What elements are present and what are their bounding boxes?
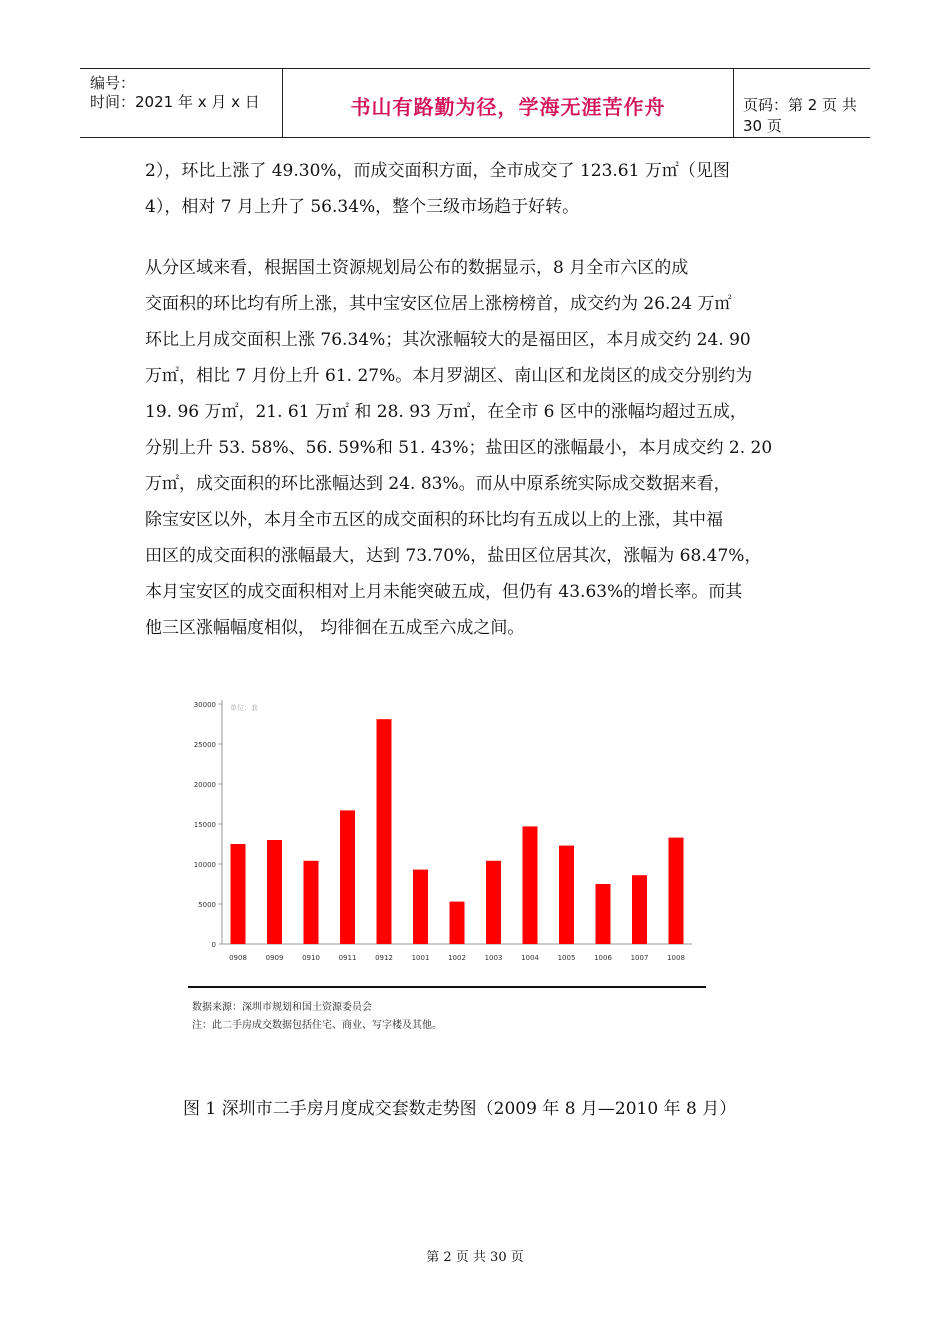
- text-line: 万㎡，成交面积的环比涨幅达到 24. 83%。而从中原系统实际成交数据来看，: [145, 474, 731, 494]
- text-line: 环比上月成交面积上涨 76.34%；其次涨幅较大的是福田区，本月成交约 24. 90: [145, 330, 751, 350]
- bar-0908: [231, 844, 246, 944]
- y-tick-label: 10000: [193, 861, 216, 869]
- page-info: 页码：第 2 页 共 30 页: [743, 96, 857, 135]
- header-motto-cell: [282, 69, 734, 137]
- bar-1008: [669, 838, 684, 944]
- date-label: 时间：2021 年 x 月 x 日: [90, 93, 260, 111]
- unit-label: 单位：套: [230, 704, 258, 712]
- serial-label: 编号：: [90, 74, 136, 92]
- bar-0912: [377, 719, 392, 944]
- x-tick-label: 0911: [338, 954, 357, 962]
- y-tick-label: 30000: [193, 701, 216, 709]
- header-right-cell: [733, 69, 870, 137]
- text-line: 万㎡，相比 7 月份上升 61. 27%。本月罗湖区、南山区和龙岗区的成交分别约为: [145, 366, 753, 386]
- x-tick-label: 1008: [667, 954, 685, 962]
- bar-1002: [450, 902, 465, 944]
- bar-chart: [180, 690, 720, 1040]
- header-motto: 书山有路勤为径，学海无涯苦作舟: [350, 95, 666, 119]
- y-tick-label: 0: [211, 941, 216, 949]
- x-tick-label: 0908: [229, 954, 247, 962]
- x-tick-label: 1001: [411, 954, 430, 962]
- source-note: 数据来源：深圳市规划和国土资源委员会: [192, 1002, 372, 1013]
- y-tick-label: 25000: [193, 741, 216, 749]
- x-tick-label: 1005: [557, 954, 576, 962]
- header-left-cell: [80, 69, 282, 137]
- bar-1001: [413, 870, 428, 944]
- page-footer: 第 2 页 共 30 页: [426, 1250, 524, 1265]
- text-line: 交面积的环比均有所上涨，其中宝安区位居上涨榜榜首，成交约为 26.24 万㎡: [145, 294, 732, 314]
- x-tick-label: 0909: [265, 954, 284, 962]
- y-tick-label: 15000: [193, 821, 216, 829]
- page-header: [80, 68, 870, 138]
- text-line: 2），环比上涨了 49.30%，而成交面积方面，全市成交了 123.61 万㎡（见图: [145, 161, 730, 181]
- bar-1006: [596, 884, 611, 944]
- x-tick-label: 0910: [302, 954, 320, 962]
- bar-0911: [340, 810, 355, 944]
- bar-1003: [486, 861, 501, 944]
- y-tick-label: 20000: [193, 781, 216, 789]
- bar-1005: [559, 846, 574, 944]
- text-line: 除宝安区以外，本月全市五区的成交面积的环比均有五成以上的上涨，其中福: [145, 510, 723, 530]
- chart-canvas: [180, 690, 720, 1040]
- text-line: 田区的成交面积的涨幅最大，达到 73.70%，盐田区位居其次，涨幅为 68.47%，: [145, 546, 762, 566]
- x-tick-label: 1007: [630, 954, 649, 962]
- x-tick-label: 0912: [375, 954, 393, 962]
- text-line: 4），相对 7 月上升了 56.34%，整个三级市场趋于好转。: [145, 197, 580, 217]
- text-line: 分别上升 53. 58%、56. 59%和 51. 43%；盐田区的涨幅最小，本月成交约 2. 20: [145, 438, 773, 458]
- bar-0910: [304, 861, 319, 944]
- text-line: 本月宝安区的成交面积相对上月未能突破五成，但仍有 43.63%的增长率。而其: [145, 582, 743, 602]
- x-tick-label: 1006: [594, 954, 612, 962]
- figure-caption: 图 1 深圳市二手房月度成交套数走势图（2009 年 8 月—2010 年 8 月）: [183, 1099, 737, 1119]
- source-separator: [188, 986, 706, 988]
- y-tick-label: 5000: [198, 901, 216, 909]
- bar-0909: [267, 840, 282, 944]
- text-line: 19. 96 万㎡，21. 61 万㎡ 和 28. 93 万㎡，在全市 6 区中的涨幅均超过五成，: [145, 402, 747, 422]
- footnote: 注：此二手房成交数据包括住宅、商业、写字楼及其他。: [192, 1020, 442, 1031]
- bar-1004: [523, 826, 538, 944]
- text-line: 从分区域来看，根据国土资源规划局公布的数据显示，8 月全市六区的成: [145, 258, 689, 278]
- paragraph-1: [145, 153, 810, 225]
- x-tick-label: 1004: [521, 954, 539, 962]
- x-tick-label: 1002: [448, 954, 466, 962]
- text-line: 他三区涨幅幅度相似， 均徘徊在五成至六成之间。: [145, 618, 525, 638]
- bar-1007: [632, 875, 647, 944]
- x-tick-label: 1003: [484, 954, 503, 962]
- paragraph-2: [145, 250, 810, 646]
